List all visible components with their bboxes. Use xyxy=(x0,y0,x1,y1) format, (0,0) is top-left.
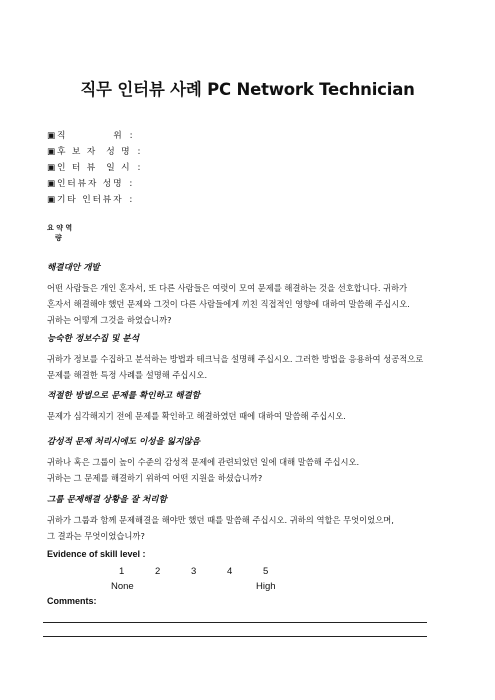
summary-line-2: 량 xyxy=(55,234,62,242)
section-heading: 그룹 문제해결 상황을 잘 처리함 xyxy=(47,495,167,505)
section-heading: 적절한 방법으로 문제를 확인하고 해결함 xyxy=(47,391,201,401)
checkbox-icon: ▣ xyxy=(47,163,56,173)
rating-low-label: None xyxy=(111,581,134,592)
info-row-interviewer-name xyxy=(47,176,140,192)
rating-scale-1: 1 xyxy=(119,566,125,577)
section-heading: 감성적 문제 처리시에도 이성을 잃지않음 xyxy=(47,437,201,447)
info-label: 직 위 xyxy=(57,131,124,141)
section-develop-alternatives xyxy=(47,262,457,328)
question-line: 귀하가 정보를 수집하고 분석하는 방법과 테크닉을 설명해 주십시오. 그러한 방법을 응용하여 성공적으로 xyxy=(47,354,424,364)
info-row-other-interviewers xyxy=(47,192,140,208)
section-group-problem-solving xyxy=(47,494,457,544)
section-question xyxy=(47,280,457,328)
info-label: 인터뷰자 성명 xyxy=(57,179,124,189)
candidate-info-block xyxy=(47,128,140,208)
info-row-position xyxy=(47,128,140,144)
info-label: 기타 인터뷰자 xyxy=(57,195,124,205)
question-line: 귀하는 어떻게 그것을 하였습니까? xyxy=(47,315,172,325)
question-line: 귀하가 그룹과 함께 문제해결을 해야만 했던 때를 말씀해 주십시오. 귀하의 역할은 무엇이었으며, xyxy=(47,515,394,525)
question-line: 귀하나 혹은 그룹이 높이 수준의 감성적 문제에 관련되었던 일에 대해 말씀해 주십시오. xyxy=(47,457,360,467)
evidence-label: Evidence of skill level : xyxy=(47,549,146,559)
section-question xyxy=(47,454,457,486)
comment-line xyxy=(43,636,427,637)
section-heading: 해결대안 개발 xyxy=(47,263,100,273)
info-row-interview-date xyxy=(47,160,140,176)
info-label: 인 터 뷰 일 시 xyxy=(57,163,132,173)
section-question xyxy=(47,408,457,424)
question-line: 그 결과는 무엇이었습니까? xyxy=(47,531,145,541)
question-line: 문제를 해결한 특정 사례를 설명해 주십시오. xyxy=(47,370,208,380)
checkbox-icon: ▣ xyxy=(47,179,56,189)
page-title: 직무 인터뷰 사례 PC Network Technician xyxy=(80,80,415,99)
summary-line-1: 요 약 역 xyxy=(47,224,73,232)
question-line: 어떤 사람들은 개인 혼자서, 또 다른 사람들은 여럿이 모여 문제를 해결하는 것을 선호합니다. 귀하가 xyxy=(47,283,408,293)
comment-line xyxy=(43,622,427,623)
rating-high-label: High xyxy=(256,581,276,592)
info-colon: : xyxy=(129,179,133,189)
question-line: 혼자서 해결해야 했던 문제와 그것이 다른 사람들에게 끼친 직접적인 영향에 대하여 말씀해 주십시오. xyxy=(47,299,410,309)
checkbox-icon: ▣ xyxy=(47,147,56,157)
comments-label: Comments: xyxy=(47,596,97,606)
checkbox-icon: ▣ xyxy=(47,131,56,141)
question-line: 귀하는 그 문제를 해결하기 위하여 어떤 지원을 하셨습니까? xyxy=(47,473,263,483)
info-colon: : xyxy=(129,195,133,205)
question-line: 문제가 심각해지기 전에 문제를 확인하고 해결하였던 때에 대하여 말씀해 주십시오. xyxy=(47,411,346,421)
info-row-candidate-name xyxy=(47,144,140,160)
section-identify-resolve-problems xyxy=(47,390,457,424)
section-question xyxy=(47,351,457,383)
section-information-gathering xyxy=(47,333,457,383)
info-label: 후 보 자 성 명 xyxy=(57,147,132,157)
info-colon: : xyxy=(137,163,141,173)
section-emotional-issues xyxy=(47,436,457,486)
section-question xyxy=(47,512,457,544)
info-colon: : xyxy=(129,131,133,141)
rating-scale-4: 4 xyxy=(227,566,233,577)
info-colon: : xyxy=(137,147,141,157)
rating-scale-2: 2 xyxy=(155,566,161,577)
section-heading: 능숙한 정보수집 및 분석 xyxy=(47,334,139,344)
rating-scale-5: 5 xyxy=(263,566,269,577)
summary-competency-label xyxy=(47,223,72,243)
rating-scale-3: 3 xyxy=(191,566,197,577)
checkbox-icon: ▣ xyxy=(47,195,56,205)
